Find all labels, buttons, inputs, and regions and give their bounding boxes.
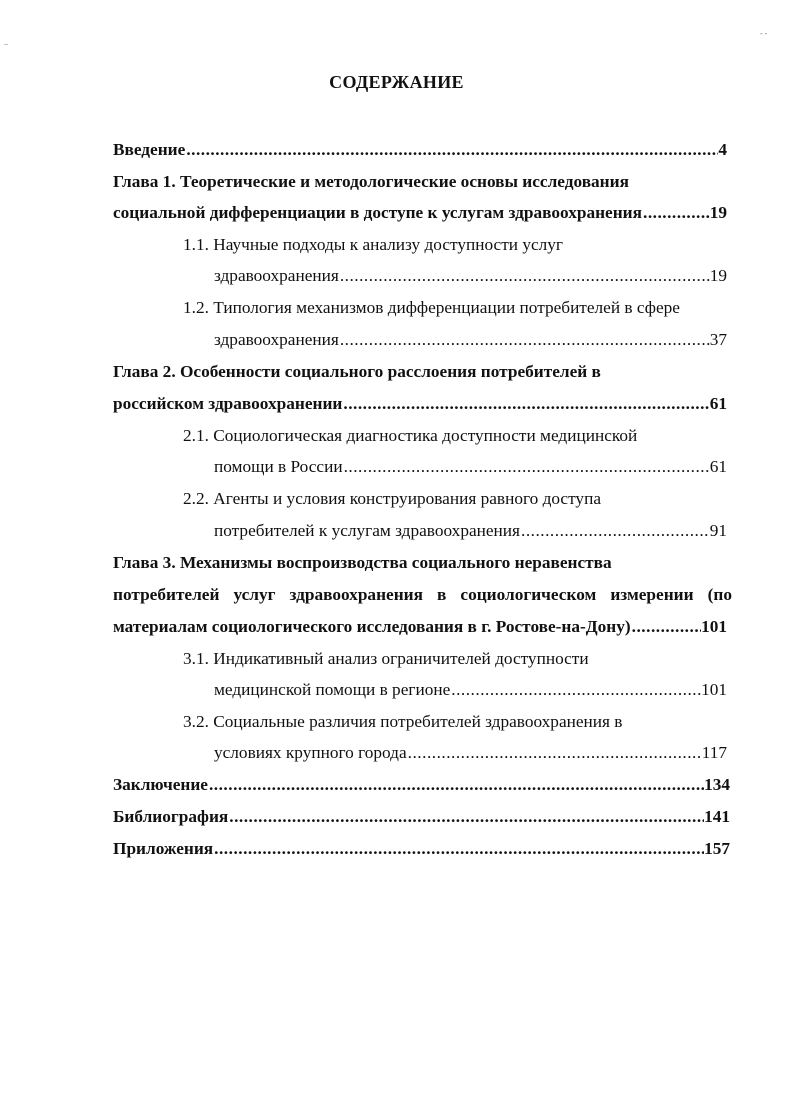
toc-page-number: 91: [709, 521, 727, 540]
toc-entry-text: Введение: [113, 140, 186, 159]
toc-entry-bibliography[interactable]: [113, 804, 730, 830]
leader-dots: [228, 804, 704, 830]
toc-page-number: 101: [701, 617, 727, 636]
toc-entry-text: Заключение: [113, 775, 208, 794]
leader-dots: [213, 836, 704, 862]
leader-dots: [208, 772, 704, 798]
toc-entry-text: помощи в России: [214, 457, 343, 476]
scan-mark-right: - -: [760, 29, 768, 38]
toc-entry-text: материалам социологического исследования в г. Ростове-на-Дону): [113, 617, 631, 636]
toc-chapter-2-line1[interactable]: Глава 2. Особенности социального расслоения потребителей в: [113, 362, 601, 381]
toc-page-number: 61: [709, 394, 727, 413]
leader-dots: [450, 677, 701, 703]
toc-entry-text: социальной дифференциации в доступе к услугам здравоохранения: [113, 203, 642, 222]
toc-entry-text: здравоохранения: [214, 330, 339, 349]
toc-page-number: 19: [709, 266, 727, 285]
toc-page-number: 37: [709, 330, 727, 349]
leader-dots: [631, 614, 701, 640]
toc-entry-text: условиях крупного города: [214, 743, 407, 762]
toc-entry-intro[interactable]: [113, 137, 727, 163]
toc-chapter-1[interactable]: [113, 200, 727, 226]
leader-dots: [407, 740, 702, 766]
toc-page-number: 141: [704, 807, 730, 826]
toc-chapter-3-line2[interactable]: потребителей услуг здравоохранения в социологическом измерении (по: [113, 585, 732, 604]
toc-entry-conclusion[interactable]: [113, 772, 730, 798]
toc-entry-text: Приложения: [113, 839, 214, 858]
toc-chapter-3-line1[interactable]: Глава 3. Механизмы воспроизводства социального неравенства: [113, 553, 612, 572]
toc-page-number: 117: [701, 743, 727, 762]
toc-section-2-1[interactable]: [214, 454, 727, 480]
toc-entry-text: медицинской помощи в регионе: [214, 680, 451, 699]
leader-dots: [343, 454, 710, 480]
toc-entry-appendices[interactable]: [113, 836, 730, 862]
toc-section-1-2-line1[interactable]: 1.2. Типология механизмов дифференциации потребителей в сфере: [183, 298, 680, 317]
leader-dots: [185, 137, 718, 163]
toc-section-1-1[interactable]: [214, 263, 727, 289]
toc-page-number: 101: [701, 680, 727, 699]
toc-section-2-2[interactable]: [214, 518, 727, 544]
toc-section-3-2-line1[interactable]: 3.2. Социальные различия потребителей здравоохранения в: [183, 712, 623, 731]
leader-dots: [520, 518, 710, 544]
leader-dots: [339, 327, 710, 353]
leader-dots: [342, 391, 709, 417]
toc-page-number: 134: [704, 775, 730, 794]
toc-entry-text: здравоохранения: [214, 266, 339, 285]
toc-section-1-1-line1[interactable]: 1.1. Научные подходы к анализу доступности услуг: [183, 235, 564, 254]
toc-section-1-2[interactable]: [214, 327, 727, 353]
toc-chapter-3[interactable]: [113, 614, 727, 640]
page-title: СОДЕРЖАНИЕ: [329, 72, 464, 92]
toc-entry-text: потребителей к услугам здравоохранения: [214, 521, 520, 540]
toc-section-3-1[interactable]: [214, 677, 727, 703]
toc-page-number: 19: [709, 203, 727, 222]
toc-chapter-2[interactable]: [113, 391, 727, 417]
toc-section-3-1-line1[interactable]: 3.1. Индикативный анализ ограничителей доступности: [183, 649, 589, 668]
toc-entry-text: Библиография: [113, 807, 229, 826]
toc-section-2-2-line1[interactable]: 2.2. Агенты и условия конструирования равного доступа: [183, 489, 601, 508]
leader-dots: [339, 263, 710, 289]
toc-chapter-1-line1[interactable]: Глава 1. Теоретические и методологические основы исследования: [113, 172, 629, 191]
toc-entry-text: российском здравоохранении: [113, 394, 343, 413]
toc-section-3-2[interactable]: [214, 740, 727, 766]
toc-page-number: 4: [718, 140, 727, 159]
toc-page-number: 61: [709, 457, 727, 476]
scan-mark-left: –: [4, 39, 8, 48]
toc-page-number: 157: [704, 839, 730, 858]
leader-dots: [642, 200, 710, 226]
toc-section-2-1-line1[interactable]: 2.1. Социологическая диагностика доступности медицинской: [183, 426, 638, 445]
